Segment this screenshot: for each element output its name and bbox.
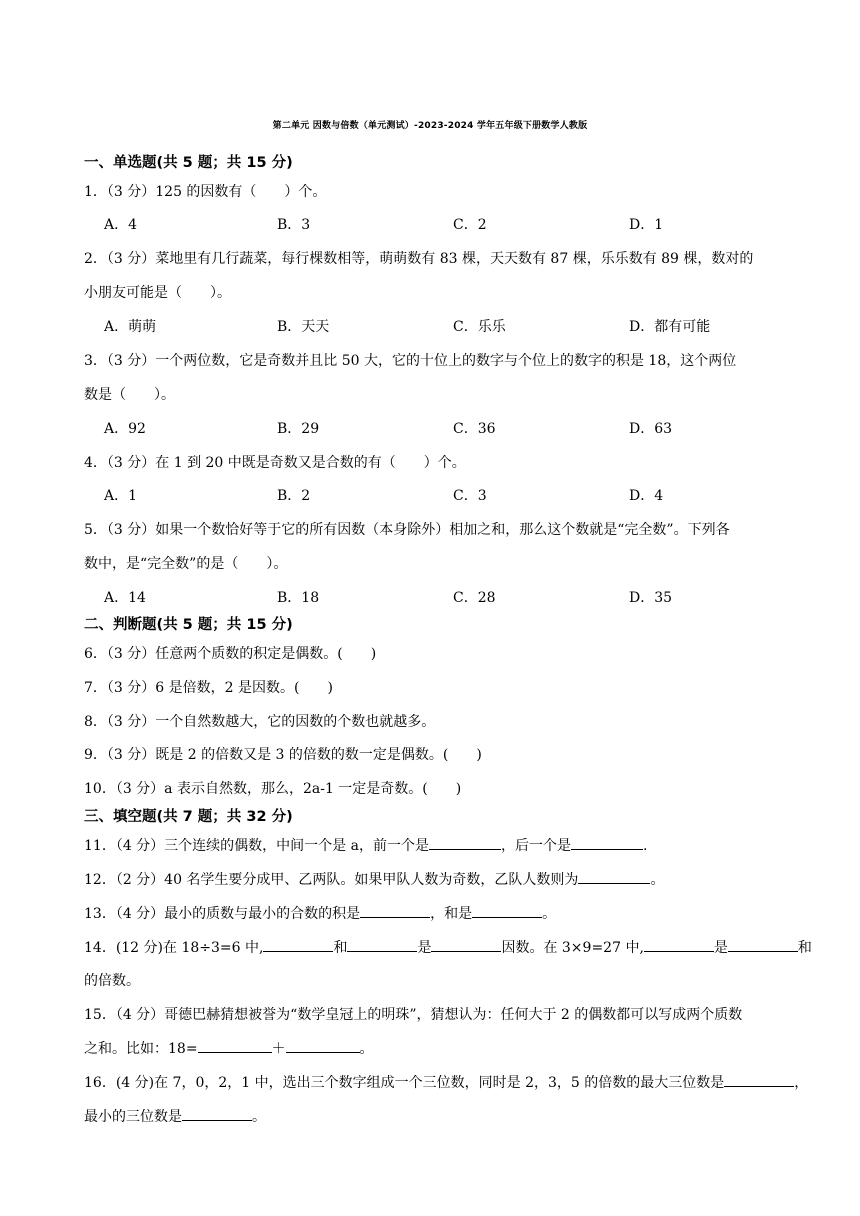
question-13-text-c: 。 — [542, 906, 557, 922]
section-heading-single-choice: 一、单选题(共 5 题；共 15 分) — [84, 155, 293, 171]
section-heading-true-false: 二、判断题(共 5 题；共 15 分) — [84, 617, 293, 633]
question-13-text-a: 13．（4 分）最小的质数与最小的合数的积是 — [84, 906, 361, 922]
answer-blank[interactable] — [429, 835, 501, 850]
answer-blank[interactable] — [198, 1038, 272, 1053]
question-3-line-1: 3．（3 分）一个两位数，它是奇数并且比 50 大，它的十位上的数字与个位上的数字的积是 18，这个两位 — [84, 353, 737, 369]
section-heading-fill-blank: 三、填空题(共 7 题；共 32 分) — [84, 809, 293, 825]
question-13 — [84, 903, 556, 923]
option-d: D．63 — [629, 421, 673, 437]
question-16-text-b: ， — [794, 1075, 809, 1091]
question-4: 4．（3 分）在 1 到 20 中既是奇数又是合数的有（ ）个。 — [84, 455, 466, 471]
question-11-text-c: . — [642, 838, 648, 854]
question-5-line-2: 数中，是“完全数”的是（ ）。 — [84, 556, 288, 572]
option-b: B．18 — [277, 590, 320, 606]
answer-blank[interactable] — [578, 869, 650, 884]
question-10: 10．（3 分）a 表示自然数，那么，2a-1 一定是奇数。( ) — [84, 781, 462, 797]
question-1-options — [104, 214, 764, 234]
answer-blank[interactable] — [347, 937, 417, 952]
option-c: C．2 — [453, 217, 487, 233]
question-12-text-b: 。 — [650, 872, 665, 888]
option-a: A．14 — [104, 590, 146, 606]
question-16-text-c: 最小的三位数是 — [84, 1109, 182, 1125]
question-16-text-d: 。 — [252, 1109, 266, 1125]
option-d: D．1 — [629, 217, 664, 233]
question-14-line-1 — [84, 937, 812, 957]
question-15-line-1: 15．（4 分）哥德巴赫猜想被誉为“数学皇冠上的明珠”，猜想认为：任何大于 2 的偶数都可以写成两个质数 — [84, 1007, 743, 1023]
question-16-line-1 — [84, 1072, 808, 1092]
option-a: A．92 — [104, 421, 146, 437]
question-1: 1．（3 分）125 的因数有（ ）个。 — [84, 184, 327, 200]
answer-blank[interactable] — [431, 937, 501, 952]
question-16-text-a: 16．(4 分)在 7，0，2，1 中，选出三个数字组成一个三位数，同时是 2，3，5 的倍数的最大三位数是 — [84, 1075, 725, 1091]
question-11-text-a: 11．（4 分）三个连续的偶数，中间一个是 a，前一个是 — [84, 838, 429, 854]
question-3-line-2: 数是（ ）。 — [84, 387, 175, 403]
answer-blank[interactable] — [360, 903, 430, 918]
question-14-line-2: 的倍数。 — [84, 973, 140, 989]
question-13-text-b: ，和是 — [430, 906, 473, 922]
question-2-line-1: 2．（3 分）菜地里有几行蔬菜，每行棵数相等，萌萌数有 83 棵，天天数有 87 棵，乐乐数有 89 棵，数对的 — [84, 251, 754, 267]
option-d: D．4 — [629, 488, 664, 504]
question-5-options — [104, 587, 764, 607]
question-2-options — [104, 316, 764, 336]
answer-blank[interactable] — [644, 937, 714, 952]
option-b: B．29 — [277, 421, 320, 437]
answer-blank[interactable] — [182, 1106, 252, 1121]
question-14-text-d: 因数。在 3×9=27 中, — [501, 940, 644, 956]
option-a: A．萌萌 — [104, 319, 157, 335]
question-12 — [84, 869, 664, 889]
option-b: B．天天 — [277, 319, 330, 335]
question-8: 8．（3 分）一个自然数越大，它的因数的个数也就越多。 — [84, 714, 436, 730]
question-4-options — [104, 485, 764, 505]
option-d: D．35 — [629, 590, 673, 606]
answer-blank[interactable] — [728, 937, 798, 952]
question-3-options — [104, 418, 764, 438]
question-14-text-a: 14．(12 分)在 18÷3=6 中, — [84, 940, 264, 956]
question-14-text-c: 是 — [417, 940, 432, 956]
option-d: D．都有可能 — [629, 319, 711, 335]
option-a: A．1 — [104, 488, 138, 504]
option-c: C．乐乐 — [453, 319, 506, 335]
option-c: C．28 — [453, 590, 496, 606]
question-6: 6．（3 分）任意两个质数的积定是偶数。( ) — [84, 646, 377, 662]
question-11 — [84, 835, 647, 855]
answer-blank[interactable] — [571, 835, 643, 850]
answer-blank[interactable] — [472, 903, 542, 918]
question-7: 7．（3 分）6 是倍数，2 是因数。( ) — [84, 680, 333, 696]
option-b: B．3 — [277, 217, 311, 233]
option-c: C．36 — [453, 421, 496, 437]
answer-blank[interactable] — [724, 1072, 794, 1087]
option-b: B．2 — [277, 488, 311, 504]
question-14-text-b: 和 — [333, 940, 348, 956]
question-15-text-a: 之和。比如：18= — [84, 1041, 198, 1057]
option-c: C．3 — [453, 488, 487, 504]
question-15-line-2 — [84, 1038, 374, 1058]
question-2-line-2: 小朋友可能是（ ）。 — [84, 285, 231, 301]
question-15-text-c: 。 — [359, 1041, 374, 1057]
option-a: A．4 — [104, 217, 138, 233]
page-title: 第二单元 因数与倍数（单元测试）-2023-2024 学年五年级下册数学人教版 — [272, 121, 588, 131]
question-15-text-b: ＋ — [271, 1041, 286, 1057]
answer-blank[interactable] — [286, 1038, 360, 1053]
question-14-text-e: 是 — [713, 940, 728, 956]
question-5-line-1: 5．（3 分）如果一个数恰好等于它的所有因数（本身除外）相加之和，那么这个数就是“完全数”。下列各 — [84, 522, 730, 538]
answer-blank[interactable] — [263, 937, 333, 952]
question-14-text-f: 和 — [797, 940, 812, 956]
question-16-line-2 — [84, 1106, 266, 1126]
question-9: 9．（3 分）既是 2 的倍数又是 3 的倍数的数一定是偶数。( ) — [84, 747, 482, 763]
question-11-text-b: ，后一个是 — [500, 838, 571, 854]
question-12-text-a: 12．（2 分）40 名学生要分成甲、乙两队。如果甲队人数为奇数，乙队人数则为 — [84, 872, 579, 888]
